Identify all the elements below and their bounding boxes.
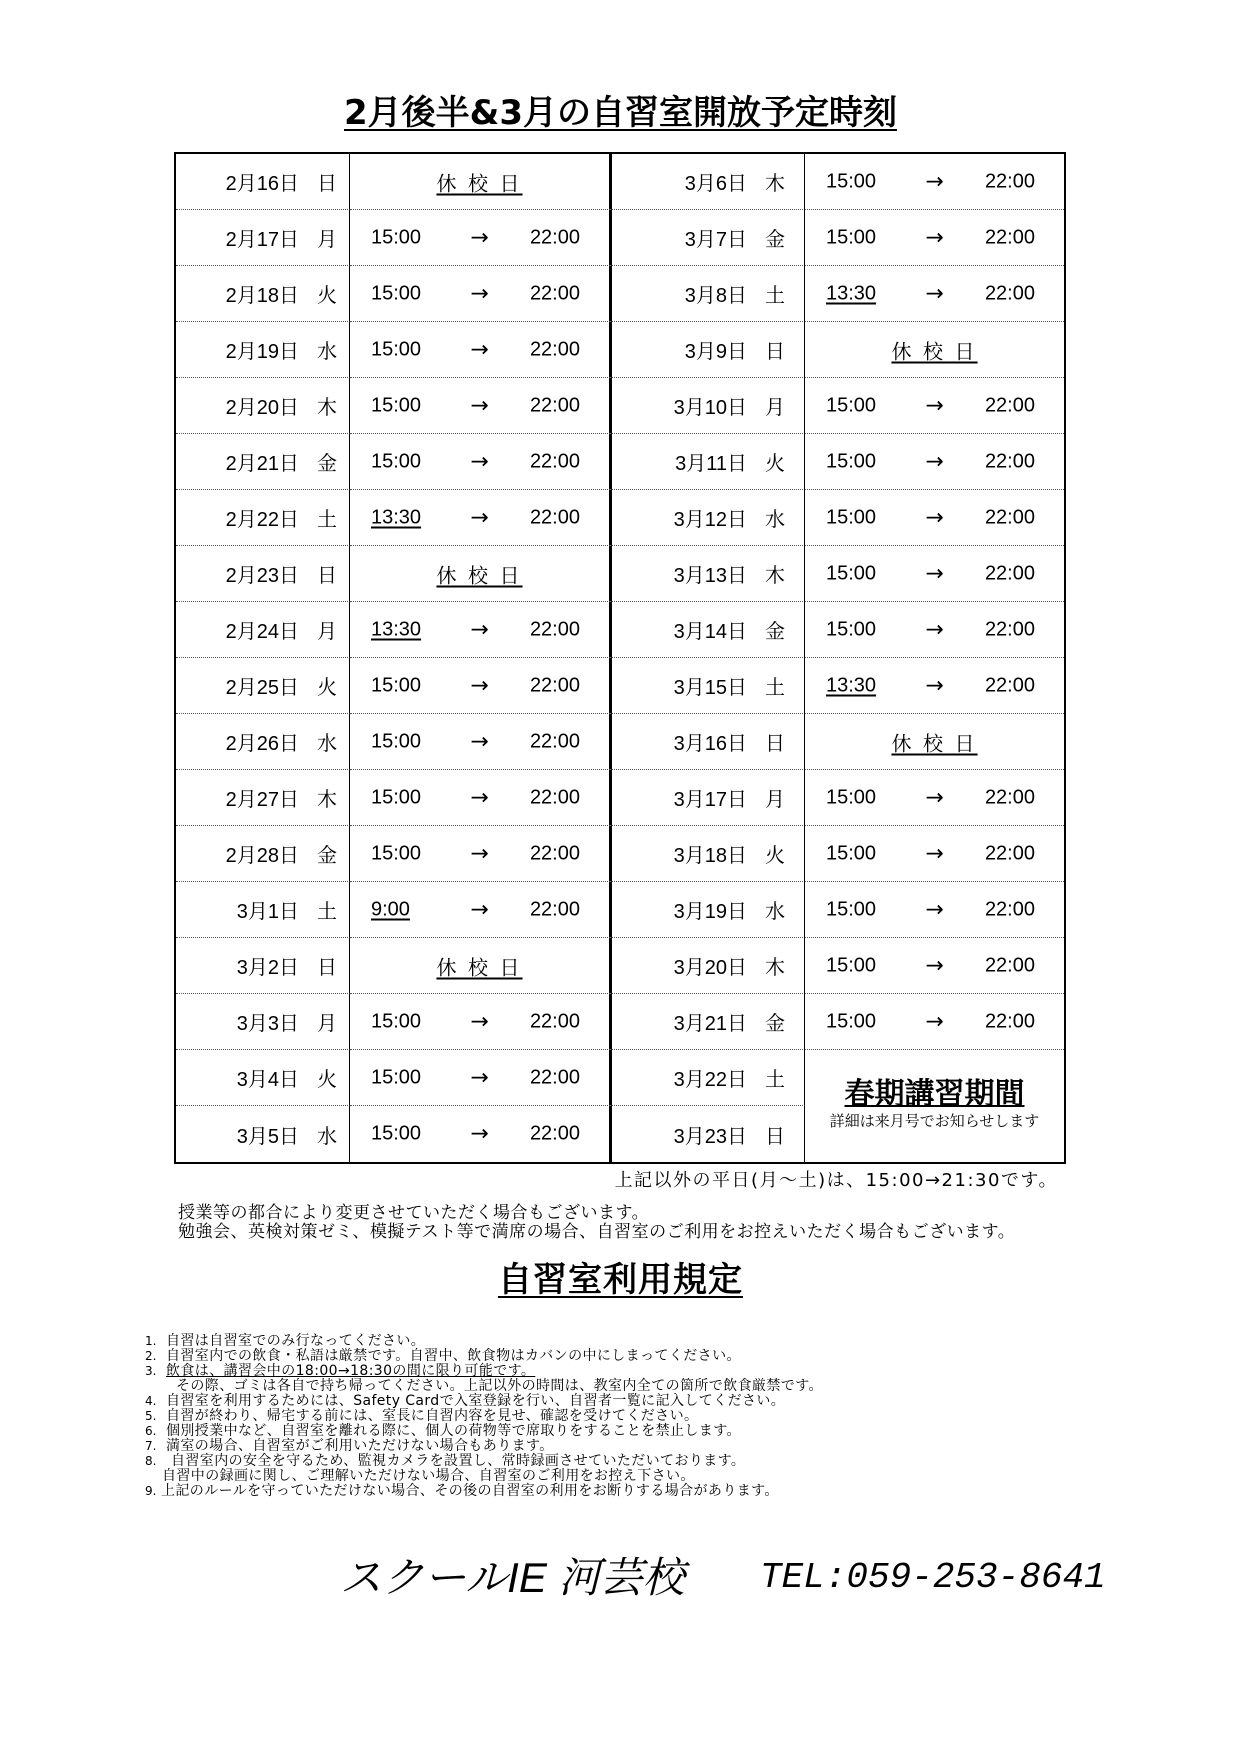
weekday-label: 月 [317, 621, 337, 643]
close-time: 22:00 [984, 226, 1035, 248]
spring-course-note: 詳細は来月号でお知らせします [829, 1112, 1040, 1130]
weekday-label: 土 [317, 509, 337, 531]
weekday-label: 日 [765, 1125, 785, 1148]
arrow-icon: → [470, 225, 489, 250]
hours-cell [805, 826, 1064, 882]
date-label: 3月12日 [673, 509, 747, 531]
arrow-icon: → [470, 337, 489, 362]
weekday-label: 土 [317, 901, 337, 923]
date-cell [176, 210, 350, 266]
date-cell [612, 434, 805, 490]
weekday-label: 日 [765, 733, 785, 755]
close-time: 22:00 [529, 338, 580, 360]
date-label: 3月11日 [675, 453, 747, 475]
rule-text: 自習は自習室でのみ行なってください。 [166, 1333, 426, 1349]
weekday-label: 水 [765, 901, 785, 923]
rule-item [145, 1364, 1045, 1379]
open-time: 15:00 [371, 338, 422, 360]
open-time: 15:00 [826, 786, 877, 808]
arrow-icon: → [470, 673, 489, 698]
rule-item [145, 1484, 1045, 1499]
close-time: 22:00 [984, 562, 1035, 584]
weekday-label: 金 [317, 845, 337, 867]
hours-cell [350, 322, 612, 378]
arrow-icon: → [470, 841, 489, 866]
schedule-table [174, 152, 1066, 1164]
arrow-icon: → [925, 505, 944, 530]
arrow-icon: → [470, 897, 489, 922]
open-time: 15:00 [371, 226, 422, 248]
rule-number: 2. [145, 1349, 157, 1363]
rules-heading [0, 1259, 1241, 1301]
weekday-label: 火 [765, 845, 785, 867]
date-cell [176, 882, 350, 938]
hours-cell [350, 266, 612, 322]
weekday-label: 木 [765, 173, 785, 195]
notice-line: 勉強会、英検対策ゼミ、模擬テスト等で満席の場合、自習室のご利用をお控えいただく場合もございます。 [178, 1222, 1016, 1242]
weekday-label: 月 [765, 397, 785, 419]
weekday-label: 木 [765, 565, 785, 587]
school-phone: TEL:059-253-8641 [760, 1557, 1106, 1598]
arrow-icon: → [470, 1121, 489, 1147]
close-time: 22:00 [529, 226, 580, 248]
date-cell [176, 490, 350, 546]
close-time: 22:00 [529, 506, 580, 528]
arrow-icon: → [925, 281, 944, 306]
date-cell [176, 266, 350, 322]
rule-number: 1. [145, 1334, 157, 1348]
rule-item [145, 1394, 1045, 1409]
rule-number: 3. [145, 1364, 157, 1378]
date-cell [176, 434, 350, 490]
date-label: 3月21日 [673, 1013, 747, 1035]
rule-number: 7. [145, 1439, 157, 1453]
date-cell [612, 154, 805, 210]
close-time: 22:00 [529, 730, 580, 752]
rule-text: その際、ゴミは各自で持ち帰ってください。上記以外の時間は、教室内全ての箇所で飲食厳禁です。 [176, 1378, 823, 1394]
date-label: 3月10日 [673, 397, 747, 419]
hours-cell [350, 1106, 612, 1162]
date-label: 3月8日 [684, 285, 747, 307]
rule-text: 自習が終わり、帰宅する前には、室長に自習内容を見せ、確認を受けてください。 [166, 1408, 699, 1424]
close-time: 22:00 [984, 282, 1035, 304]
date-cell [612, 826, 805, 882]
date-cell [612, 658, 805, 714]
page-title [0, 92, 1241, 134]
date-cell [176, 322, 350, 378]
arrow-icon: → [925, 393, 944, 418]
hours-cell [805, 938, 1064, 994]
weekday-label: 日 [765, 341, 785, 363]
arrow-icon: → [470, 617, 489, 642]
date-label: 3月17日 [673, 789, 747, 811]
arrow-icon: → [925, 169, 944, 194]
open-time: 15:00 [371, 1066, 422, 1088]
open-time: 15:00 [826, 394, 877, 416]
notice-line: 授業等の都合により変更させていただく場合もございます。 [178, 1203, 650, 1223]
date-cell [612, 994, 805, 1050]
close-time: 22:00 [984, 450, 1035, 472]
date-cell [176, 154, 350, 210]
arrow-icon: → [925, 785, 944, 810]
spring-course-cell [805, 1050, 1064, 1162]
closed-day-label: 休 校 日 [436, 565, 523, 587]
weekday-label: 木 [317, 397, 337, 419]
close-time: 22:00 [984, 506, 1035, 528]
arrow-icon: → [470, 1009, 489, 1034]
open-time: 15:00 [371, 786, 422, 808]
rule-item [145, 1334, 1045, 1349]
open-time: 15:00 [826, 954, 877, 976]
spring-course-title: 春期講習期間 [844, 1077, 1025, 1112]
hours-cell [805, 434, 1064, 490]
rule-number: 9. [145, 1484, 157, 1498]
date-cell [176, 714, 350, 770]
open-time: 15:00 [371, 730, 422, 752]
rule-text: 満室の場合、自習室がご利用いただけない場合もあります。 [166, 1438, 554, 1454]
closed-day-cell [350, 938, 612, 994]
weekday-label: 火 [765, 453, 785, 475]
closed-day-label: 休 校 日 [891, 733, 978, 755]
close-time: 22:00 [529, 1010, 580, 1032]
weekday-label: 月 [317, 229, 337, 251]
open-time: 15:00 [371, 842, 422, 864]
date-label: 2月17日 [225, 229, 299, 251]
arrow-icon: → [470, 449, 489, 474]
date-label: 2月26日 [225, 733, 299, 755]
weekday-label: 月 [317, 1013, 337, 1035]
close-time: 22:00 [984, 786, 1035, 808]
rule-text: 個別授業中など、自習室を離れる際に、個人の荷物等で席取りをすることを禁止します。 [166, 1423, 741, 1439]
date-label: 2月20日 [225, 397, 299, 419]
date-cell [612, 546, 805, 602]
rule-text: 飲食は、講習会中の18:00→18:30の間に限り可能です。 [166, 1363, 536, 1379]
date-cell [176, 378, 350, 434]
date-label: 3月1日 [236, 901, 299, 923]
open-time: 15:00 [371, 282, 422, 304]
arrow-icon: → [925, 225, 944, 250]
open-time: 9:00 [371, 898, 410, 920]
rule-item [145, 1409, 1045, 1424]
date-label: 3月19日 [673, 901, 747, 923]
date-label: 3月14日 [673, 621, 747, 643]
closed-day-cell [805, 714, 1064, 770]
hours-cell [805, 546, 1064, 602]
close-time: 22:00 [529, 786, 580, 808]
page-title-text: 2月後半&3月の自習室開放予定時刻 [344, 93, 897, 133]
weekday-label: 土 [765, 1069, 785, 1091]
rule-item-continuation [145, 1469, 1045, 1484]
rule-item [145, 1424, 1045, 1439]
date-cell [612, 490, 805, 546]
rule-item [145, 1454, 1045, 1469]
rule-number: 6. [145, 1424, 157, 1438]
open-time: 15:00 [371, 1010, 422, 1032]
rule-number: 5. [145, 1409, 157, 1423]
hours-cell [805, 154, 1064, 210]
rule-text: 自習中の録画に関し、ご理解いただけない場合、自習室のご利用をお控え下さい。 [162, 1468, 695, 1484]
date-cell [612, 1050, 805, 1106]
open-time: 15:00 [371, 394, 422, 416]
weekday-label: 土 [765, 677, 785, 699]
close-time: 22:00 [984, 394, 1035, 416]
date-label: 3月4日 [236, 1069, 299, 1091]
weekday-label: 水 [317, 341, 337, 363]
date-label: 2月22日 [225, 509, 299, 531]
date-cell [612, 882, 805, 938]
date-label: 2月21日 [225, 453, 299, 475]
date-label: 2月18日 [225, 285, 299, 307]
close-time: 22:00 [984, 674, 1035, 696]
hours-cell [350, 882, 612, 938]
open-time: 13:30 [826, 282, 877, 304]
close-time: 22:00 [984, 618, 1035, 640]
hours-cell [350, 770, 612, 826]
hours-cell [805, 602, 1064, 658]
date-cell [176, 658, 350, 714]
date-label: 2月24日 [225, 621, 299, 643]
closed-day-label: 休 校 日 [891, 341, 978, 363]
close-time: 22:00 [529, 450, 580, 472]
date-label: 3月22日 [673, 1069, 747, 1091]
closed-day-label: 休 校 日 [436, 173, 523, 195]
arrow-icon: → [925, 617, 944, 642]
weekday-label: 水 [317, 733, 337, 755]
arrow-icon: → [925, 673, 944, 698]
date-label: 3月15日 [673, 677, 747, 699]
open-time: 15:00 [826, 450, 877, 472]
open-time: 15:00 [826, 898, 877, 920]
arrow-icon: → [925, 561, 944, 586]
arrow-icon: → [470, 785, 489, 810]
close-time: 22:00 [529, 1066, 580, 1088]
closed-day-label: 休 校 日 [436, 957, 523, 979]
weekday-label: 日 [317, 565, 337, 587]
close-time: 22:00 [529, 394, 580, 416]
closed-day-cell [350, 154, 612, 210]
arrow-icon: → [470, 393, 489, 418]
arrow-icon: → [925, 449, 944, 474]
date-cell [612, 602, 805, 658]
date-cell [176, 1106, 350, 1162]
school-name: スクールIE 河芸校 [340, 1554, 685, 1601]
date-label: 3月23日 [673, 1125, 747, 1148]
rule-text: 上記のルールを守っていただけない場合、その後の自習室の利用をお断りする場合があります。 [161, 1483, 779, 1499]
open-time: 15:00 [826, 1010, 877, 1032]
weekday-label: 水 [765, 509, 785, 531]
date-cell [176, 994, 350, 1050]
arrow-icon: → [470, 1065, 489, 1090]
date-label: 3月18日 [673, 845, 747, 867]
hours-cell [805, 490, 1064, 546]
date-cell [612, 266, 805, 322]
date-cell [176, 602, 350, 658]
date-label: 3月5日 [236, 1125, 299, 1148]
date-label: 3月9日 [684, 341, 747, 363]
hours-cell [805, 770, 1064, 826]
rules-heading-text: 自習室利用規定 [498, 1260, 743, 1300]
hours-cell [350, 1050, 612, 1106]
arrow-icon: → [470, 729, 489, 754]
date-cell [612, 210, 805, 266]
date-label: 3月7日 [684, 229, 747, 251]
date-label: 3月16日 [673, 733, 747, 755]
open-time: 13:30 [826, 674, 877, 696]
date-cell [612, 322, 805, 378]
weekday-label: 金 [765, 621, 785, 643]
hours-cell [805, 266, 1064, 322]
arrow-icon: → [925, 1009, 944, 1034]
closed-day-cell [805, 322, 1064, 378]
close-time: 22:00 [984, 1010, 1035, 1032]
date-label: 3月20日 [673, 957, 747, 979]
close-time: 22:00 [529, 1122, 580, 1145]
date-label: 3月13日 [673, 565, 747, 587]
date-label: 3月6日 [684, 173, 747, 195]
hours-cell [350, 490, 612, 546]
open-time: 15:00 [826, 842, 877, 864]
close-time: 22:00 [984, 954, 1035, 976]
hours-cell [805, 210, 1064, 266]
date-label: 2月19日 [225, 341, 299, 363]
weekday-label: 土 [765, 285, 785, 307]
rule-text: 自習室内の安全を守るため、監視カメラを設置し、常時録画させていただいております。 [171, 1453, 746, 1469]
hours-cell [805, 994, 1064, 1050]
hours-cell [350, 714, 612, 770]
rule-item [145, 1439, 1045, 1454]
open-time: 15:00 [826, 170, 877, 192]
hours-cell [350, 378, 612, 434]
date-label: 3月2日 [236, 957, 299, 979]
rule-item-continuation [145, 1379, 1045, 1394]
close-time: 22:00 [984, 842, 1035, 864]
close-time: 22:00 [529, 898, 580, 920]
open-time: 15:00 [371, 1122, 422, 1145]
rules-list [145, 1334, 1045, 1499]
date-cell [612, 714, 805, 770]
date-cell [176, 938, 350, 994]
weekday-label: 木 [317, 789, 337, 811]
rule-number: 8. [145, 1454, 157, 1468]
arrow-icon: → [470, 281, 489, 306]
date-cell [176, 546, 350, 602]
date-label: 3月3日 [236, 1013, 299, 1035]
weekday-label: 日 [317, 173, 337, 195]
date-cell [612, 378, 805, 434]
close-time: 22:00 [529, 618, 580, 640]
weekday-label: 日 [317, 957, 337, 979]
open-time: 15:00 [826, 226, 877, 248]
rule-text: 自習室を利用するためには、Safety Cardで入室登録を行い、自習者一覧に記入してください。 [166, 1393, 786, 1409]
weekday-label: 金 [765, 229, 785, 251]
open-time: 15:00 [371, 450, 422, 472]
closed-day-cell [350, 546, 612, 602]
open-time: 13:30 [371, 618, 422, 640]
weekday-hours-note: 上記以外の平日(月～土)は、15:00→21:30です。 [614, 1170, 1058, 1191]
weekday-label: 月 [765, 789, 785, 811]
hours-cell [350, 434, 612, 490]
date-cell [612, 938, 805, 994]
weekday-label: 金 [317, 453, 337, 475]
weekday-label: 火 [317, 285, 337, 307]
weekday-label: 火 [317, 677, 337, 699]
open-time: 15:00 [826, 506, 877, 528]
date-cell [176, 1050, 350, 1106]
arrow-icon: → [925, 953, 944, 978]
weekday-label: 木 [765, 957, 785, 979]
hours-cell [805, 658, 1064, 714]
close-time: 22:00 [984, 898, 1035, 920]
hours-cell [350, 994, 612, 1050]
arrow-icon: → [925, 897, 944, 922]
close-time: 22:00 [529, 842, 580, 864]
date-cell [176, 826, 350, 882]
rule-text: 自習室内での飲食・私語は厳禁です。自習中、飲食物はカバンの中にしまってください。 [166, 1348, 741, 1364]
hours-cell [805, 882, 1064, 938]
hours-cell [350, 826, 612, 882]
date-label: 2月28日 [225, 845, 299, 867]
hours-cell [350, 658, 612, 714]
open-time: 15:00 [371, 674, 422, 696]
date-label: 2月16日 [225, 173, 299, 195]
open-time: 15:00 [826, 562, 877, 584]
close-time: 22:00 [529, 282, 580, 304]
date-label: 2月23日 [225, 565, 299, 587]
date-label: 2月27日 [225, 789, 299, 811]
rule-number: 4. [145, 1394, 157, 1408]
hours-cell [805, 378, 1064, 434]
weekday-label: 金 [765, 1013, 785, 1035]
weekday-label: 水 [317, 1125, 337, 1148]
close-time: 22:00 [984, 170, 1035, 192]
open-time: 15:00 [826, 618, 877, 640]
arrow-icon: → [470, 505, 489, 530]
date-cell [176, 770, 350, 826]
date-cell [612, 770, 805, 826]
date-cell [612, 1106, 805, 1162]
hours-cell [350, 210, 612, 266]
date-label: 2月25日 [225, 677, 299, 699]
hours-cell [350, 602, 612, 658]
arrow-icon: → [925, 841, 944, 866]
open-time: 13:30 [371, 506, 422, 528]
weekday-label: 火 [317, 1069, 337, 1091]
close-time: 22:00 [529, 674, 580, 696]
rule-item [145, 1349, 1045, 1364]
